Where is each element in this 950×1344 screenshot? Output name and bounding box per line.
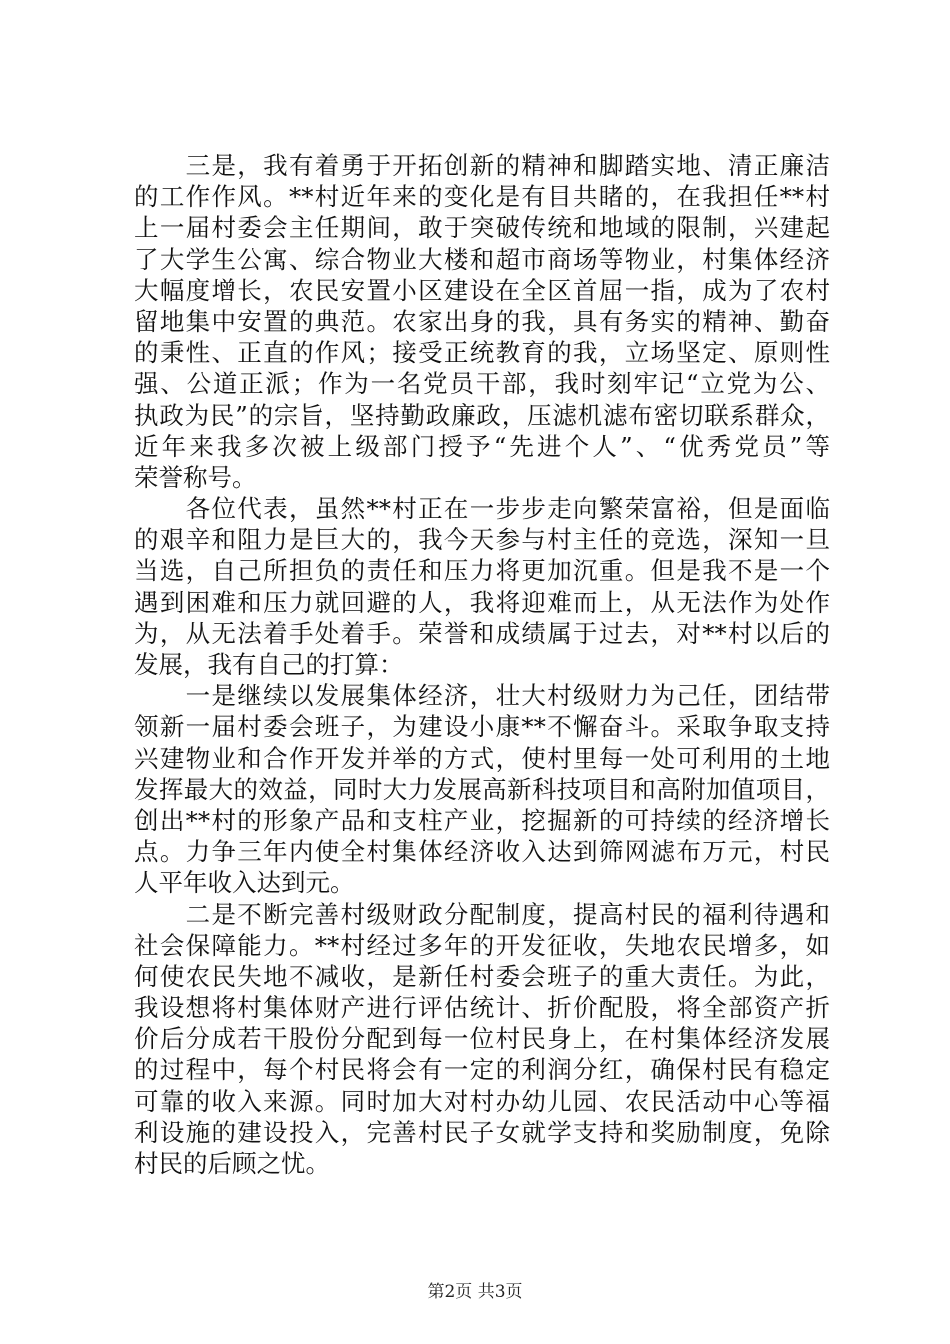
text-line: 上一届村委会主任期间，敢于突破传统和地域的限制，兴建起 (134, 213, 830, 243)
text-line: 可靠的收入来源。同时加大对村办幼儿园、农民活动中心等福 (134, 1086, 830, 1116)
text-line: 荣誉称号。 (134, 462, 257, 492)
text-line: 的过程中，每个村民将会有一定的利润分红，确保村民有稳定 (134, 1055, 830, 1085)
text-line: 价后分成若干股份分配到每一位村民身上，在村集体经济发展 (134, 1024, 830, 1054)
text-line: 为，从无法着手处着手。荣誉和成绩属于过去，对**村以后的 (134, 618, 830, 648)
text-line: 点。力争三年内使全村集体经济收入达到筛网滤布万元，村民 (134, 837, 830, 867)
text-line: 遇到困难和压力就回避的人，我将迎难而上，从无法作为处作 (134, 587, 830, 617)
text-line: 兴建物业和合作开发并举的方式，使村里每一处可利用的土地 (134, 743, 830, 773)
text-line: 人平年收入达到元。 (134, 868, 355, 898)
text-line: 的艰辛和阻力是巨大的，我今天参与村主任的竞选，深知一旦 (134, 525, 830, 555)
text-line: 的秉性、正直的作风；接受正统教育的我，立场坚定、原则性 (134, 338, 830, 368)
text-line: 创出**村的形象产品和支柱产业，挖掘新的可持续的经济增长 (134, 805, 830, 835)
text-line: 我设想将村集体财产进行评估统计、折价配股，将全部资产折 (134, 993, 830, 1023)
text-line: 二是不断完善村级财政分配制度，提高村民的福利待遇和 (134, 899, 830, 929)
text-line: 何使农民失地不减收，是新任村委会班子的重大责任。为此， (134, 961, 830, 991)
text-line: 社会保障能力。**村经过多年的开发征收，失地农民增多，如 (134, 930, 830, 960)
text-line: 的工作作风。**村近年来的变化是有目共睹的，在我担任**村 (134, 182, 830, 212)
text-line: 利设施的建设投入，完善村民子女就学支持和奖励制度，免除 (134, 1117, 830, 1147)
text-line: 当选，自己所担负的责任和压力将更加沉重。但是我不是一个 (134, 556, 830, 586)
text-line: 各位代表，虽然**村正在一步步走向繁荣富裕，但是面临 (134, 494, 830, 524)
text-line: 了大学生公寓、综合物业大楼和超市商场等物业，村集体经济 (134, 244, 830, 274)
text-line: 大幅度增长，农民安置小区建设在全区首屈一指，成为了农村 (134, 275, 830, 305)
text-line: 发展，我有自己的打算： (134, 650, 404, 679)
text-line: 强、公道正派；作为一名党员干部，我时刻牢记“立党为公、 (134, 369, 830, 399)
text-line: 近年来我多次被上级部门授予“先进个人”、“优秀党员”等 (134, 431, 830, 461)
text-line: 一是继续以发展集体经济，壮大村级财力为己任，团结带 (134, 681, 830, 711)
text-line: 三是，我有着勇于开拓创新的精神和脚踏实地、清正廉洁 (134, 151, 830, 180)
document-body (134, 150, 830, 1179)
paragraph-2 (134, 493, 830, 680)
text-line: 领新一届村委会班子，为建设小康**不懈奋斗。采取争取支持 (134, 712, 830, 742)
page-number-footer: 第2页 共3页 (427, 1282, 523, 1302)
text-line: 村民的后顾之忧。 (134, 1149, 330, 1178)
text-line: 留地集中安置的典范。农家出身的我，具有务实的精神、勤奋 (134, 306, 830, 336)
paragraph-1 (134, 150, 830, 493)
paragraph-3 (134, 680, 830, 898)
text-line: 执政为民”的宗旨，坚持勤政廉政，压滤机滤布密切联系群众， (134, 400, 830, 430)
text-line: 发挥最大的效益，同时大力发展高新科技项目和高附加值项目， (134, 774, 830, 804)
paragraph-4 (134, 899, 830, 1180)
